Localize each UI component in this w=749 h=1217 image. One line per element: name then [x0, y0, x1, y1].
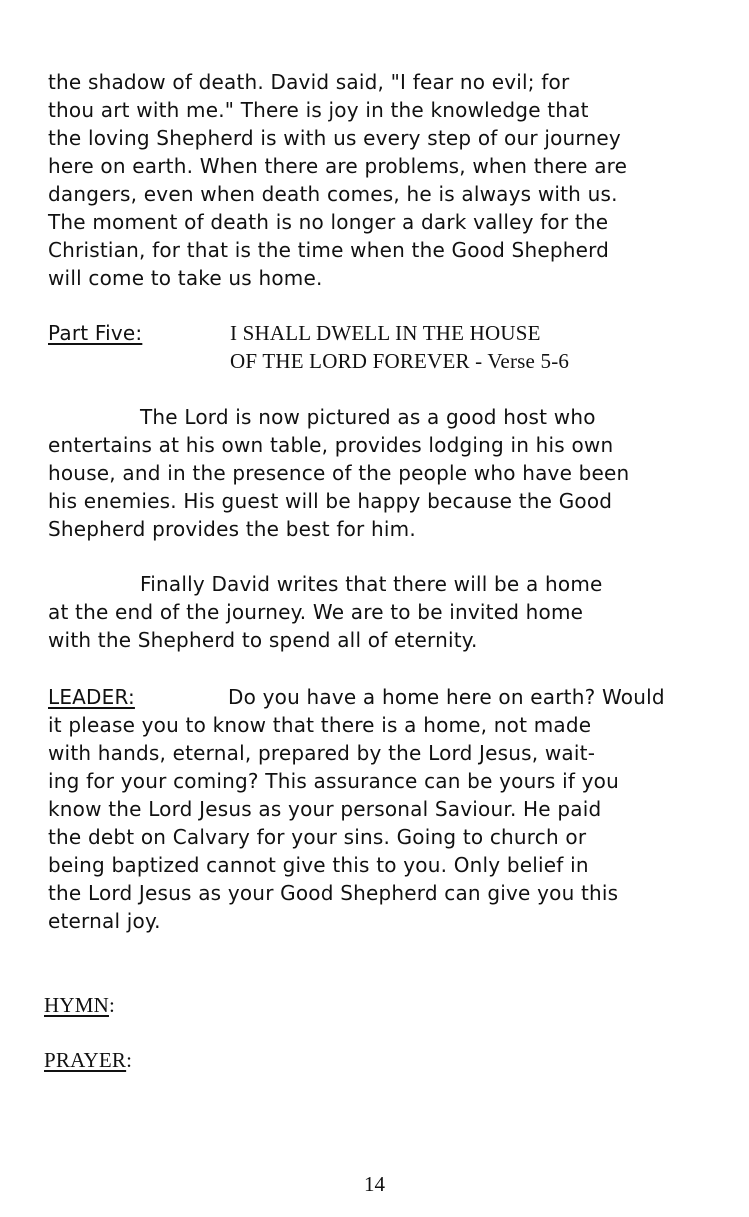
- hymn-heading: [44, 991, 115, 1019]
- text-line: The moment of death is no longer a dark valley for the: [48, 210, 609, 234]
- text-line: house, and in the presence of the people who have been: [48, 461, 630, 485]
- text-line: here on earth. When there are problems, when there are: [48, 154, 628, 178]
- text-line: will come to take us home.: [48, 266, 323, 290]
- text-line: with hands, eternal, prepared by the Lord Jesus, wait-: [48, 741, 596, 765]
- prayer-label: PRAYER: [44, 1048, 127, 1072]
- text-line: Finally David writes that there will be a home: [140, 572, 603, 596]
- text-line: dangers, even when death comes, he is always with us.: [48, 182, 618, 206]
- hymn-label: HYMN: [44, 993, 109, 1017]
- hymn-colon: :: [108, 993, 116, 1017]
- text-line: it please you to know that there is a home, not made: [48, 713, 592, 737]
- text-line: the debt on Calvary for your sins. Going to church or: [48, 825, 587, 849]
- text-line: his enemies. His guest will be happy because the Good: [48, 489, 613, 513]
- part-five-label: Part Five:: [48, 321, 143, 345]
- text-line: know the Lord Jesus as your personal Saviour. He paid: [48, 797, 602, 821]
- text-line: the Lord Jesus as your Good Shepherd can give you this: [48, 881, 619, 905]
- text-line: The Lord is now pictured as a good host who: [140, 405, 596, 429]
- text-line: entertains at his own table, provides lodging in his own: [48, 433, 614, 457]
- text-line: the loving Shepherd is with us every step of our journey: [48, 126, 621, 150]
- part-five-heading-line-2: OF THE LORD FOREVER - Verse 5-6: [230, 349, 570, 373]
- text-line: thou art with me." There is joy in the knowledge that: [48, 98, 589, 122]
- text-line: Christian, for that is the time when the Good Shepherd: [48, 238, 610, 262]
- text-line: the shadow of death. David said, "I fear no evil; for: [48, 70, 570, 94]
- leader-first-line: Do you have a home here on earth? Would: [228, 685, 665, 709]
- text-line: at the end of the journey. We are to be invited home: [48, 600, 584, 624]
- text-line: ing for your coming? This assurance can be yours if you: [48, 769, 619, 793]
- text-line: with the Shepherd to spend all of eternity.: [48, 628, 478, 652]
- text-line: being baptized cannot give this to you. Only belief in: [48, 853, 589, 877]
- page-number: 14: [364, 1172, 385, 1196]
- prayer-heading: [44, 1046, 132, 1074]
- leader-label: LEADER:: [48, 685, 135, 709]
- text-line: eternal joy.: [48, 909, 161, 933]
- prayer-colon: :: [126, 1048, 133, 1072]
- part-five-heading-line-1: I SHALL DWELL IN THE HOUSE: [230, 321, 541, 345]
- text-line: Shepherd provides the best for him.: [48, 517, 416, 541]
